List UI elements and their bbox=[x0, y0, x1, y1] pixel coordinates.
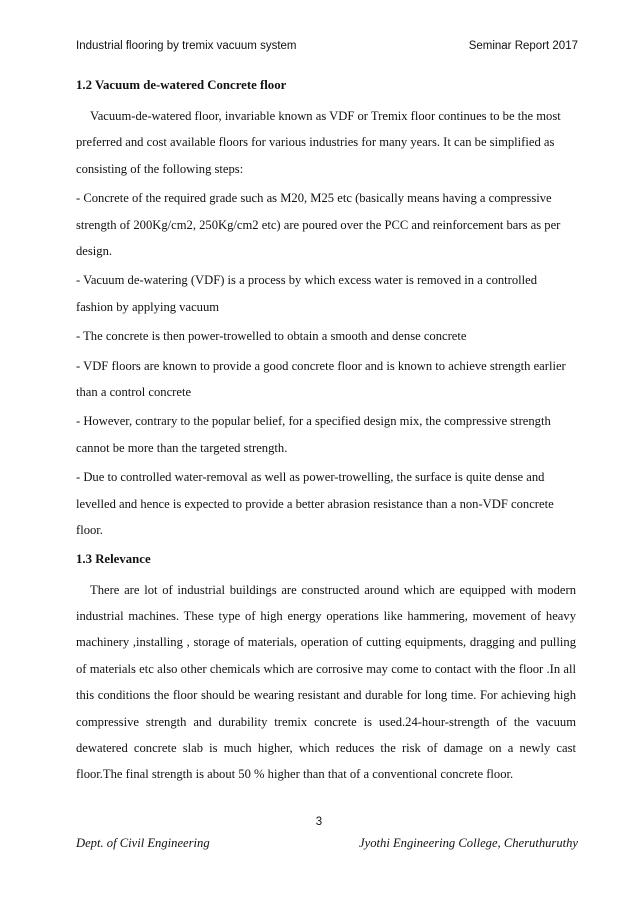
step-power-trowelling: - The concrete is then power-trowelled to obtain a smooth and dense concrete bbox=[76, 329, 467, 344]
step-concrete-grade: - Concrete of the required grade such as M20, M25 etc (basically means having a compressive strength of 200Kg/cm2, 250Kg/cm2 etc) are poured over the PCC and reinforcement bars as per design. bbox=[76, 191, 561, 259]
footer-college: Jyothi Engineering College, Cheruthuruthy bbox=[359, 836, 578, 850]
page-number: 3 bbox=[315, 816, 323, 828]
paragraph-intro: Vacuum-de-watered floor, invariable known as VDF or Tremix floor continues to be the most preferred and cost available floors for various industries for many years. It can be simplified as consisting of the following steps: bbox=[76, 109, 561, 176]
step-vdf-strength: - VDF floors are known to provide a good concrete floor and is known to achieve strength earlier than a control concrete bbox=[76, 358, 566, 400]
paragraph-relevance: There are lot of industrial buildings are constructed around which are equipped with modern industrial machines. These type of high energy operations like hammering, movement of heavy machinery ,installing , storage of materials, operation of cutting equipments, dragging and pulling of materials etc also other chemicals which are corrosive may come to contact with the floor .In all this conditions the floor should be wearing resistant and durable for long time. For achieving high compressive strength and durability tremix concrete is used.24-hour-strength of the vacuum dewatered concrete slab is much higher, which reduces the risk of damage on a newly cast floor.The final strength is about 50 % higher than that of a conventional concrete floor. bbox=[76, 582, 576, 782]
header-report: Seminar Report 2017 bbox=[468, 40, 578, 52]
step-vacuum-dewatering: - Vacuum de-watering (VDF) is a process by which excess water is removed in a controlled fashion by applying vacuum bbox=[76, 273, 538, 314]
page-body bbox=[76, 70, 576, 791]
page-header bbox=[76, 40, 578, 52]
section-heading-1-3: 1.3 Relevance bbox=[76, 551, 151, 566]
step-compressive-strength: - However, contrary to the popular belief, for a specified design mix, the compressive strength cannot be more than the targeted strength. bbox=[76, 414, 551, 455]
section-heading-1-2: 1.2 Vacuum de-watered Concrete floor bbox=[76, 78, 287, 92]
header-title: Industrial flooring by tremix vacuum system bbox=[76, 40, 297, 52]
footer-department: Dept. of Civil Engineering bbox=[76, 836, 210, 850]
step-abrasion-resistance: - Due to controlled water-removal as well as power-trowelling, the surface is quite dense and levelled and hence is expected to provide a better abrasion resistance than a non-VDF concrete floor. bbox=[76, 470, 554, 538]
page-footer bbox=[76, 836, 578, 851]
